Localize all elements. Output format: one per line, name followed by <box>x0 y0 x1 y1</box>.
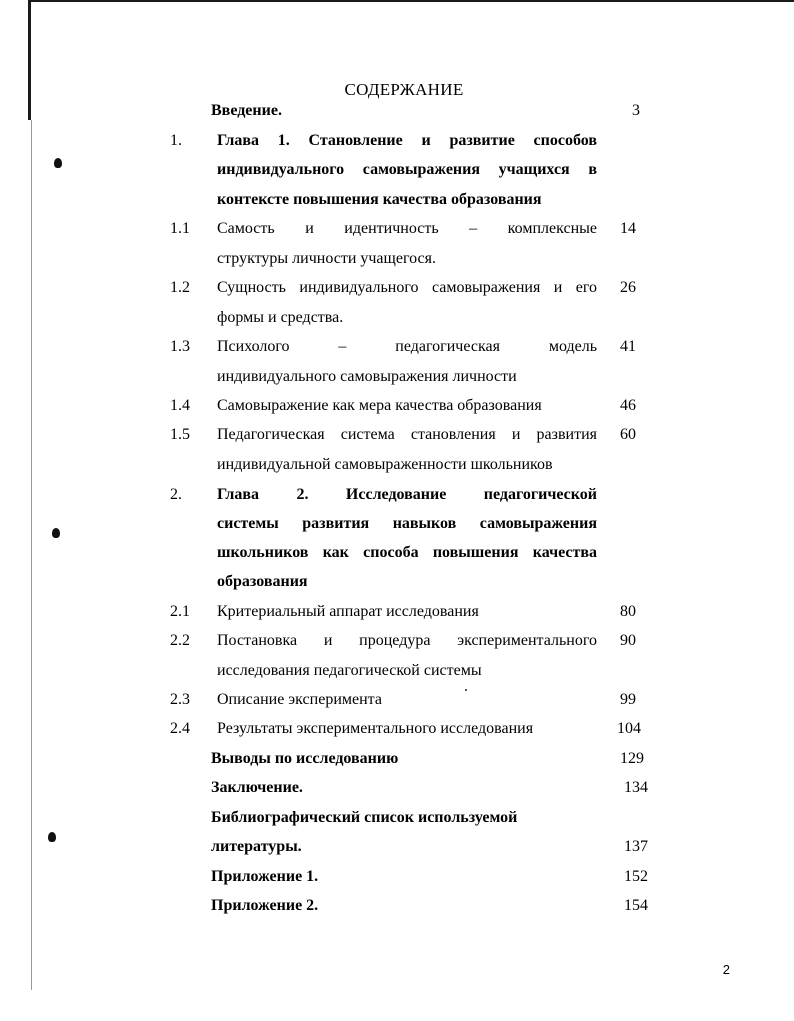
toc-section-number: 2.4 <box>170 720 190 737</box>
punch-hole-mark <box>54 158 62 168</box>
toc-section-number: 1.2 <box>170 279 190 296</box>
toc-section-number: 1.5 <box>170 426 190 443</box>
toc-section-line: Самовыражение как мера качества образования <box>217 397 542 414</box>
toc-section-page: 41 <box>620 338 636 355</box>
toc-section-page: 60 <box>620 426 636 443</box>
toc-chapter2-line: школьников как способа повышения качества <box>217 544 597 561</box>
toc-chapter1-line: индивидуального самовыражения учащихся в <box>217 161 597 178</box>
toc-section-line: Критериальный аппарат исследования <box>217 603 479 620</box>
toc-section-line: Описание эксперимента <box>217 691 382 708</box>
footer-page-number: 2 <box>722 962 730 977</box>
toc-appendix2-label: Приложение 2. <box>211 897 319 914</box>
toc-section-line: Результаты экспериментального исследования <box>217 720 534 737</box>
toc-conclusions-page: 129 <box>620 750 644 767</box>
scan-edge-left <box>28 0 31 120</box>
toc-conclusions-label: Выводы по исследованию <box>211 750 399 767</box>
toc-chapter2-number: 2. <box>170 486 182 503</box>
toc-section-number: 1.4 <box>170 397 190 414</box>
punch-hole-mark <box>48 832 56 842</box>
toc-section-line: Педагогическая система становления и развития <box>217 426 597 443</box>
toc-section-line: индивидуального самовыражения личности <box>217 368 517 385</box>
toc-final-page: 134 <box>624 779 648 796</box>
toc-bibliography-page: 137 <box>624 838 648 855</box>
toc-section-page: 90 <box>620 632 636 649</box>
toc-chapter2-line: образования <box>217 573 308 590</box>
toc-section-line: индивидуальной самовыраженности школьников <box>217 456 553 473</box>
toc-section-page: 99 <box>620 691 636 708</box>
toc-section-line: исследования педагогической системы <box>217 662 482 679</box>
toc-appendix1-page: 152 <box>624 868 648 885</box>
toc-chapter1-number: 1. <box>170 132 182 149</box>
toc-bibliography-line: Библиографический список используемой <box>211 809 518 826</box>
toc-intro-page: 3 <box>632 102 640 119</box>
toc-section-page: 26 <box>620 279 636 296</box>
toc-chapter1-line: Глава 1. Становление и развитие способов <box>217 132 597 149</box>
toc-chapter2-line: Глава 2. Исследование педагогической <box>217 486 597 503</box>
toc-section-number: 1.3 <box>170 338 190 355</box>
toc-chapter1-line: контексте повышения качества образования <box>217 191 542 208</box>
toc-section-line: Самость и идентичность – комплексные <box>217 220 597 237</box>
toc-appendix1-label: Приложение 1. <box>211 868 319 885</box>
toc-section-page: 80 <box>620 603 636 620</box>
toc-section-page: 104 <box>617 720 641 737</box>
toc-chapter2-line: системы развития навыков самовыражения <box>217 515 597 532</box>
toc-intro-label: Введение. <box>211 102 282 119</box>
toc-section-line: структуры личности учащегося. <box>217 250 436 267</box>
toc-section-line: Постановка и процедура экспериментального <box>217 632 597 649</box>
toc-final-label: Заключение. <box>211 779 303 796</box>
scan-edge-left-thin <box>31 120 32 990</box>
toc-section-number: 2.1 <box>170 603 190 620</box>
toc-section-number: 2.3 <box>170 691 190 708</box>
toc-section-page: 46 <box>620 397 636 414</box>
toc-bibliography-line: литературы. <box>211 838 302 855</box>
toc-section-page: 14 <box>620 220 636 237</box>
toc-appendix2-page: 154 <box>624 897 648 914</box>
toc-section-number: 2.2 <box>170 632 190 649</box>
page-title: СОДЕРЖАНИЕ <box>344 80 464 99</box>
punch-hole-mark <box>52 528 60 538</box>
toc-section-line: формы и средства. <box>217 309 344 326</box>
scan-edge-top <box>28 0 794 2</box>
toc-section-line: Сущность индивидуального самовыражения и его <box>217 279 597 296</box>
toc-section-number: 1.1 <box>170 220 190 237</box>
toc-section-line: Психолого – педагогическая модель <box>217 338 597 355</box>
